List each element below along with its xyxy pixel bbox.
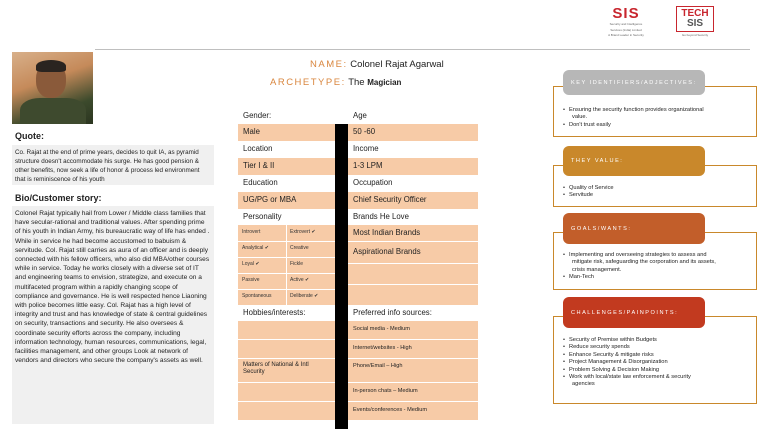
- sis-logo-sub-2: Services (India) Limited: [610, 27, 642, 32]
- info-source-item: Events/conferences - Medium: [348, 402, 478, 420]
- trait-extrovert: Extrovert ✔: [290, 229, 316, 235]
- education-value: UG/PG or MBA: [238, 192, 335, 209]
- values-card-title: THEY VALUE:: [563, 146, 705, 176]
- header-rule: [95, 49, 750, 50]
- age-label: Age: [353, 111, 367, 120]
- archetype-the: The: [348, 77, 365, 88]
- location-value: Tier I & II: [238, 158, 335, 175]
- challenge-item-1: • Security of Premise within Budgets: [566, 337, 750, 344]
- grid-row-education-occupation: [238, 175, 478, 192]
- trait-spontaneous: Spontaneous: [242, 293, 272, 299]
- persona-archetype: [270, 77, 401, 88]
- identifier-item-1: • Ensuring the security function provides organizational value.: [566, 107, 750, 122]
- brand-row-2: [238, 242, 478, 263]
- info-source-item: Phone/Email – High: [348, 359, 478, 382]
- grid-row-location-income: [238, 141, 478, 158]
- info-row-4: [238, 383, 478, 401]
- name-label: NAME:: [310, 59, 348, 70]
- archetype-label: ARCHETYPE:: [270, 77, 346, 88]
- personality-label: Personality: [243, 212, 282, 221]
- challenges-card: [553, 316, 757, 404]
- challenge-item-5: • Problem Solving & Decision Making: [566, 367, 750, 374]
- techsis-logo-tagline: Go beyond Security: [681, 33, 709, 37]
- info-row-2: [238, 340, 478, 358]
- occupation-label: Occupation: [353, 178, 393, 187]
- trait-fickle: Fickle: [290, 261, 304, 267]
- trait-passive: Passive: [242, 277, 260, 283]
- identifier-item-2: • Don't trust easily: [566, 122, 750, 129]
- challenge-item-6: • Work with local/state law enforcement & security agencies: [566, 374, 750, 389]
- value-item-1: • Quality of Service: [566, 185, 750, 192]
- brands-label: Brands He Love: [353, 212, 409, 221]
- info-source-item: Internet/websites - High: [348, 340, 478, 358]
- gender-label: Gender:: [243, 111, 272, 120]
- challenge-item-3: • Enhance Security & mitigate risks: [566, 352, 750, 359]
- bio-title: Bio/Customer story:: [15, 193, 102, 203]
- persona-name: [310, 59, 444, 70]
- techsis-logo-box: [676, 6, 714, 32]
- challenge-item-4: • Project Management & Disorganization: [566, 359, 750, 366]
- brand-item: Aspirational Brands: [348, 242, 478, 263]
- challenge-item-2: • Reduce security spends: [566, 344, 750, 351]
- grid-row-gender-age: [238, 108, 478, 124]
- trait-active: Active ✔: [290, 277, 310, 283]
- trait-deliberate: Deliberate ✔: [290, 293, 319, 299]
- bio-text: Colonel Rajat typically hail from Lower / Middle class families that have secular-rational and traditional values. After spending prime of his youth in Indian Army, his bureaucratic way of life has ended . While in service he had become accustomed to babuism & servitude. Col. Rajat still carries as aura of an officer and is deeply connected with his fellow officers, who also did MBA/other courses while in service. Today he works closely with a diverse set of IT and engineering teams to envision, strategize, and execute on a multifaceted program within a rapidly changing scope of compliance and governance. He is well respected hence Liaoning with police becomes little easy. Col. Rajat has a high level of integrity and trust and has knowledge of state & central guidelines on security, transactions and security. He also oversees & coordinate security efforts across the company, including information technology, human resources, communications, legal, facilities management, and other groups Look at network of vendors and directors who secure the company's assets as well.: [12, 206, 214, 424]
- goal-item-2: • Man-Tech: [566, 274, 750, 281]
- quote-title: Quote:: [15, 131, 44, 141]
- trait-creative: Creative: [290, 245, 309, 251]
- value-item-2: • Servitude: [566, 192, 750, 199]
- goals-card-title: GOALS/WANTS:: [563, 213, 705, 244]
- age-value: 50 -60: [348, 124, 478, 141]
- grid-row-education-occupation-values: [238, 192, 478, 209]
- archetype-value: Magician: [367, 78, 402, 87]
- brand-row-3: [238, 264, 478, 284]
- identifiers-card-title: KEY IDENTIFIERS/ADJECTIVES:: [563, 70, 705, 95]
- info-row-5: [238, 402, 478, 420]
- grid-row-hobbies-info: [238, 305, 478, 321]
- education-label: Education: [243, 178, 278, 187]
- brand-row-1: [238, 225, 478, 241]
- gender-value: Male: [238, 124, 335, 141]
- techsis-logo-line2: SIS: [686, 18, 704, 29]
- sis-logo-sub-3: A Brand Leader in Security: [608, 33, 644, 37]
- trait-loyal: Loyal ✔: [242, 261, 260, 267]
- techsis-logo-line1: TECH: [681, 8, 709, 19]
- brand-item: Most Indian Brands: [348, 225, 478, 241]
- persona-photo: [12, 52, 93, 124]
- grid-row-location-income-values: [238, 158, 478, 175]
- trait-analytical: Analytical ✔: [242, 245, 269, 251]
- name-value: Colonel Rajat Agarwal: [350, 59, 444, 70]
- info-row-1: [238, 321, 478, 339]
- techsis-logo: [676, 6, 714, 44]
- sis-logo: [606, 6, 646, 44]
- income-value: 1-3 LPM: [348, 158, 478, 175]
- hobbies-label: Hobbies/interests:: [243, 308, 306, 317]
- quote-text: Co. Rajat at the end of prime years, decides to quit IA, as pyramid structure doesn't accommodate his surge. He has good pension & other benefits, now seek a life of honor & process led environment that is reminiscence of his youth: [12, 145, 214, 185]
- info-source-item: In-person chats – Medium: [348, 383, 478, 401]
- occupation-value: Chief Security Officer: [348, 192, 478, 209]
- challenges-card-title: CHALLENGES/PAINPOINTS:: [563, 297, 705, 328]
- goal-item-1: • Implementing and overseeing strategies to assess and mitigate risk, safeguarding the corporation and its assets, crisis management.: [566, 252, 750, 274]
- info-source-item: Social media - Medium: [348, 321, 478, 339]
- grid-row-gender-age-values: [238, 124, 478, 141]
- brand-row-4: [238, 285, 478, 305]
- location-label: Location: [243, 144, 273, 153]
- sis-logo-sub-1: Security and Intelligence: [609, 22, 643, 26]
- sis-logo-mark: SIS: [612, 5, 640, 22]
- info-row-3: [238, 359, 478, 382]
- income-label: Income: [353, 144, 379, 153]
- trait-introvert: Introvert: [242, 229, 261, 235]
- hobbies-value: Matters of National & Intl Security: [238, 359, 335, 382]
- info-sources-label: Preferred info sources:: [353, 308, 432, 317]
- grid-row-personality-brands: [238, 209, 478, 225]
